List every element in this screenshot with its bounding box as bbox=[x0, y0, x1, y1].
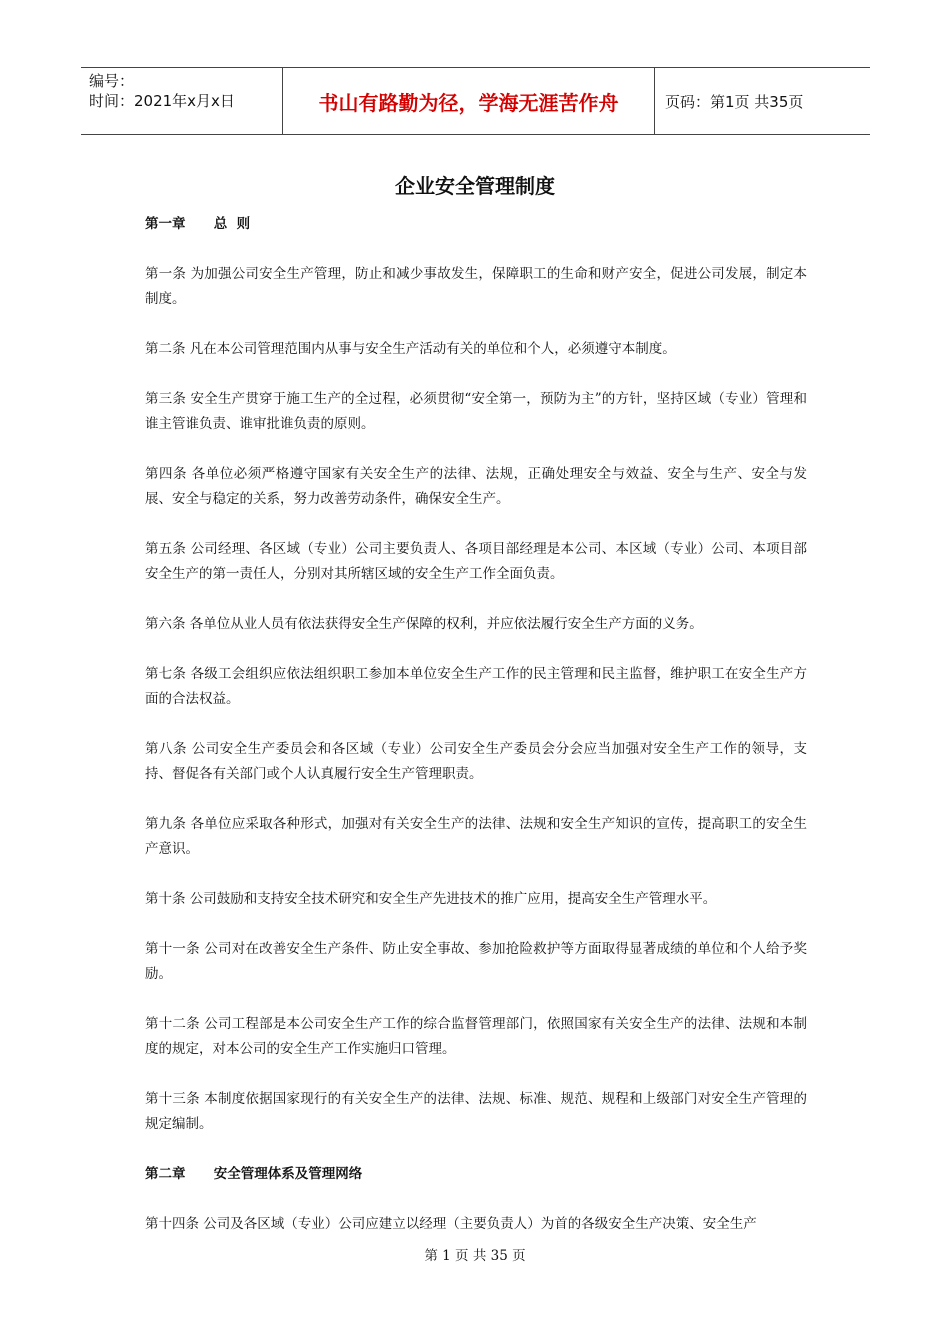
article-paragraph: 第八条 公司安全生产委员会和各区域（专业）公司安全生产委员会分会应当加强对安全生产工作的领导，支持、督促各有关部门或个人认真履行安全生产管理职责。 bbox=[145, 741, 807, 782]
article-paragraph: 第六条 各单位从业人员有依法获得安全生产保障的权利，并应依法履行安全生产方面的义务。 bbox=[145, 616, 703, 632]
article-paragraph: 第十一条 公司对在改善安全生产条件、防止安全事故、参加抢险救护等方面取得显著成绩的单位和个人给予奖励。 bbox=[145, 941, 807, 982]
article-paragraph: 第一条 为加强公司安全生产管理，防止和减少事故发生，保障职工的生命和财产安全，促进公司发展，制定本制度。 bbox=[145, 266, 807, 307]
article-paragraph: 第五条 公司经理、各区域（专业）公司主要负责人、各项目部经理是本公司、本区域（专业）公司、本项目部安全生产的第一责任人，分别对其所辖区域的安全生产工作全面负责。 bbox=[145, 541, 807, 582]
chapter-heading: 第二章 安全管理体系及管理网络 bbox=[145, 1166, 363, 1182]
chapter-heading: 第一章 总 则 bbox=[145, 216, 251, 232]
article-paragraph: 第十四条 公司及各区域（专业）公司应建立以经理（主要负责人）为首的各级安全生产决策、安全生产 bbox=[145, 1216, 757, 1232]
document-body bbox=[145, 212, 807, 1262]
header-motto: 书山有路勤为径，学海无涯苦作舟 bbox=[283, 68, 655, 134]
article-paragraph: 第三条 安全生产贯穿于施工生产的全过程，必须贯彻“安全第一，预防为主”的方针，坚持区域（专业）管理和谁主管谁负责、谁审批谁负责的原则。 bbox=[145, 391, 807, 432]
header-page-info: 页码：第1页 共35页 bbox=[665, 92, 804, 111]
page-header bbox=[81, 67, 870, 135]
article-paragraph: 第七条 各级工会组织应依法组织职工参加本单位安全生产工作的民主管理和民主监督，维护职工在安全生产方面的合法权益。 bbox=[145, 666, 807, 707]
article-paragraph: 第十二条 公司工程部是本公司安全生产工作的综合监督管理部门，依照国家有关安全生产的法律、法规和本制度的规定，对本公司的安全生产工作实施归口管理。 bbox=[145, 1016, 807, 1057]
article-paragraph: 第四条 各单位必须严格遵守国家有关安全生产的法律、法规，正确处理安全与效益、安全与生产、安全与发展、安全与稳定的关系，努力改善劳动条件，确保安全生产。 bbox=[145, 466, 807, 507]
time-label: 时间：2021年x月x日 bbox=[89, 92, 235, 110]
article-paragraph: 第九条 各单位应采取各种形式，加强对有关安全生产的法律、法规和安全生产知识的宣传，提高职工的安全生产意识。 bbox=[145, 816, 807, 857]
page-footer: 第 1 页 共 35 页 bbox=[424, 1248, 526, 1264]
header-meta bbox=[81, 68, 283, 134]
number-label: 编号： bbox=[89, 72, 135, 90]
article-paragraph: 第十三条 本制度依据国家现行的有关安全生产的法律、法规、标准、规范、规程和上级部门对安全生产管理的规定编制。 bbox=[145, 1091, 807, 1132]
article-paragraph: 第二条 凡在本公司管理范围内从事与安全生产活动有关的单位和个人，必须遵守本制度。 bbox=[145, 341, 676, 357]
document-title: 企业安全管理制度 bbox=[395, 174, 555, 198]
article-paragraph: 第十条 公司鼓励和支持安全技术研究和安全生产先进技术的推广应用，提高安全生产管理水平。 bbox=[145, 891, 717, 907]
